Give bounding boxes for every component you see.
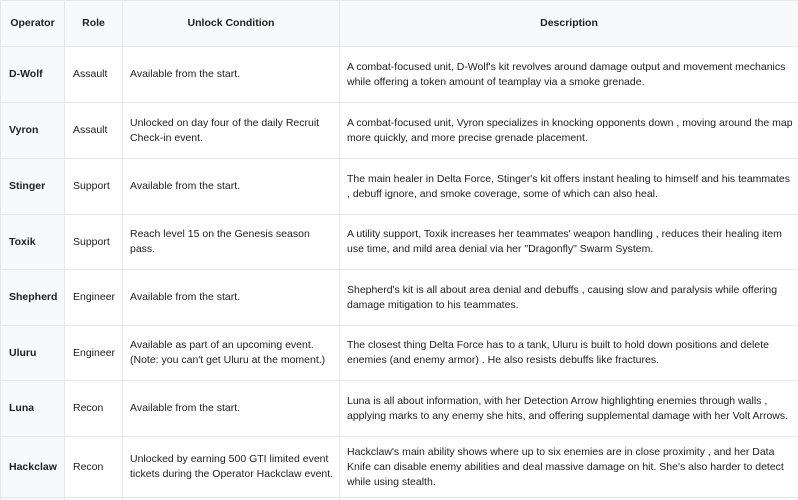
description-cell: A combat-focused unit, Vyron specializes in knocking opponents down , moving around the map more quickly, and more precise grenade placement. [340, 103, 798, 159]
column-header-description: Description [340, 1, 798, 47]
table-row [1, 437, 798, 498]
description-cell: Shepherd's kit is all about area denial and debuffs , causing slow and paralysis while offering damage mitigation to his teammates. [340, 270, 798, 326]
unlock-condition-cell: Available from the start. [123, 381, 340, 437]
description-cell: The closest thing Delta Force has to a tank, Uluru is built to hold down positions and delete enemies (and enemy armor) . He also resists debuffs like fractures. [340, 326, 798, 381]
unlock-condition-cell: Unlocked on day four of the daily Recruit Check-in event. [123, 103, 340, 159]
role-cell: Support [65, 215, 123, 270]
column-header-operator: Operator [1, 1, 65, 47]
operator-cell: Uluru [1, 326, 65, 381]
table-body [1, 47, 798, 500]
description-cell: A utility support, Toxik increases her teammates' weapon handling , reduces their healing item use time, and mild area denial via her "Dragonfly" Swarm System. [340, 215, 798, 270]
description-cell: The main healer in Delta Force, Stinger's kit offers instant healing to himself and his teammates , debuff ignore, and smoke coverage, some of which can also heal. [340, 159, 798, 215]
role-cell: Engineer [65, 270, 123, 326]
table-row [1, 270, 798, 326]
table-row [1, 381, 798, 437]
description-cell: A combat-focused unit, D-Wolf's kit revolves around damage output and movement mechanics while offering a token amount of teamplay via a smoke grenade. [340, 47, 798, 103]
unlock-condition-cell: Unlocked by earning 500 GTI limited event tickets during the Operator Hackclaw event. [123, 437, 340, 498]
operator-cell: Vyron [1, 103, 65, 159]
role-cell: Assault [65, 103, 123, 159]
role-cell: Recon [65, 381, 123, 437]
table-row [1, 103, 798, 159]
description-cell: Luna is all about information, with her Detection Arrow highlighting enemies through walls , applying marks to any enemy she hits, and offering supplemental damage with her Volt Arrows. [340, 381, 798, 437]
role-cell: Recon [65, 437, 123, 498]
operator-cell: Shepherd [1, 270, 65, 326]
table-header [1, 1, 798, 47]
role-cell: Engineer [65, 326, 123, 381]
unlock-condition-cell: Available from the start. [123, 47, 340, 103]
operator-cell: D-Wolf [1, 47, 65, 103]
operator-cell: Stinger [1, 159, 65, 215]
table-row [1, 215, 798, 270]
unlock-condition-cell: Available from the start. [123, 159, 340, 215]
column-header-unlock-condition: Unlock Condition [123, 1, 340, 47]
unlock-condition-cell: Available from the start. [123, 270, 340, 326]
role-cell: Support [65, 159, 123, 215]
unlock-condition-cell: Reach level 15 on the Genesis season pass. [123, 215, 340, 270]
operator-cell: Luna [1, 381, 65, 437]
table-row [1, 159, 798, 215]
table-row [1, 326, 798, 381]
header-row [1, 1, 798, 47]
table-row [1, 47, 798, 103]
role-cell: Assault [65, 47, 123, 103]
description-cell: Hackclaw's main ability shows where up to six enemies are in close proximity , and her Data Knife can disable enemy abilities and deal massive damage on hit. She's also harder to detect while using stealth. [340, 437, 798, 498]
operator-cell: Toxik [1, 215, 65, 270]
operator-cell: Hackclaw [1, 437, 65, 498]
column-header-role: Role [65, 1, 123, 47]
unlock-condition-cell: Available as part of an upcoming event. (Note: you can't get Uluru at the moment.) [123, 326, 340, 381]
